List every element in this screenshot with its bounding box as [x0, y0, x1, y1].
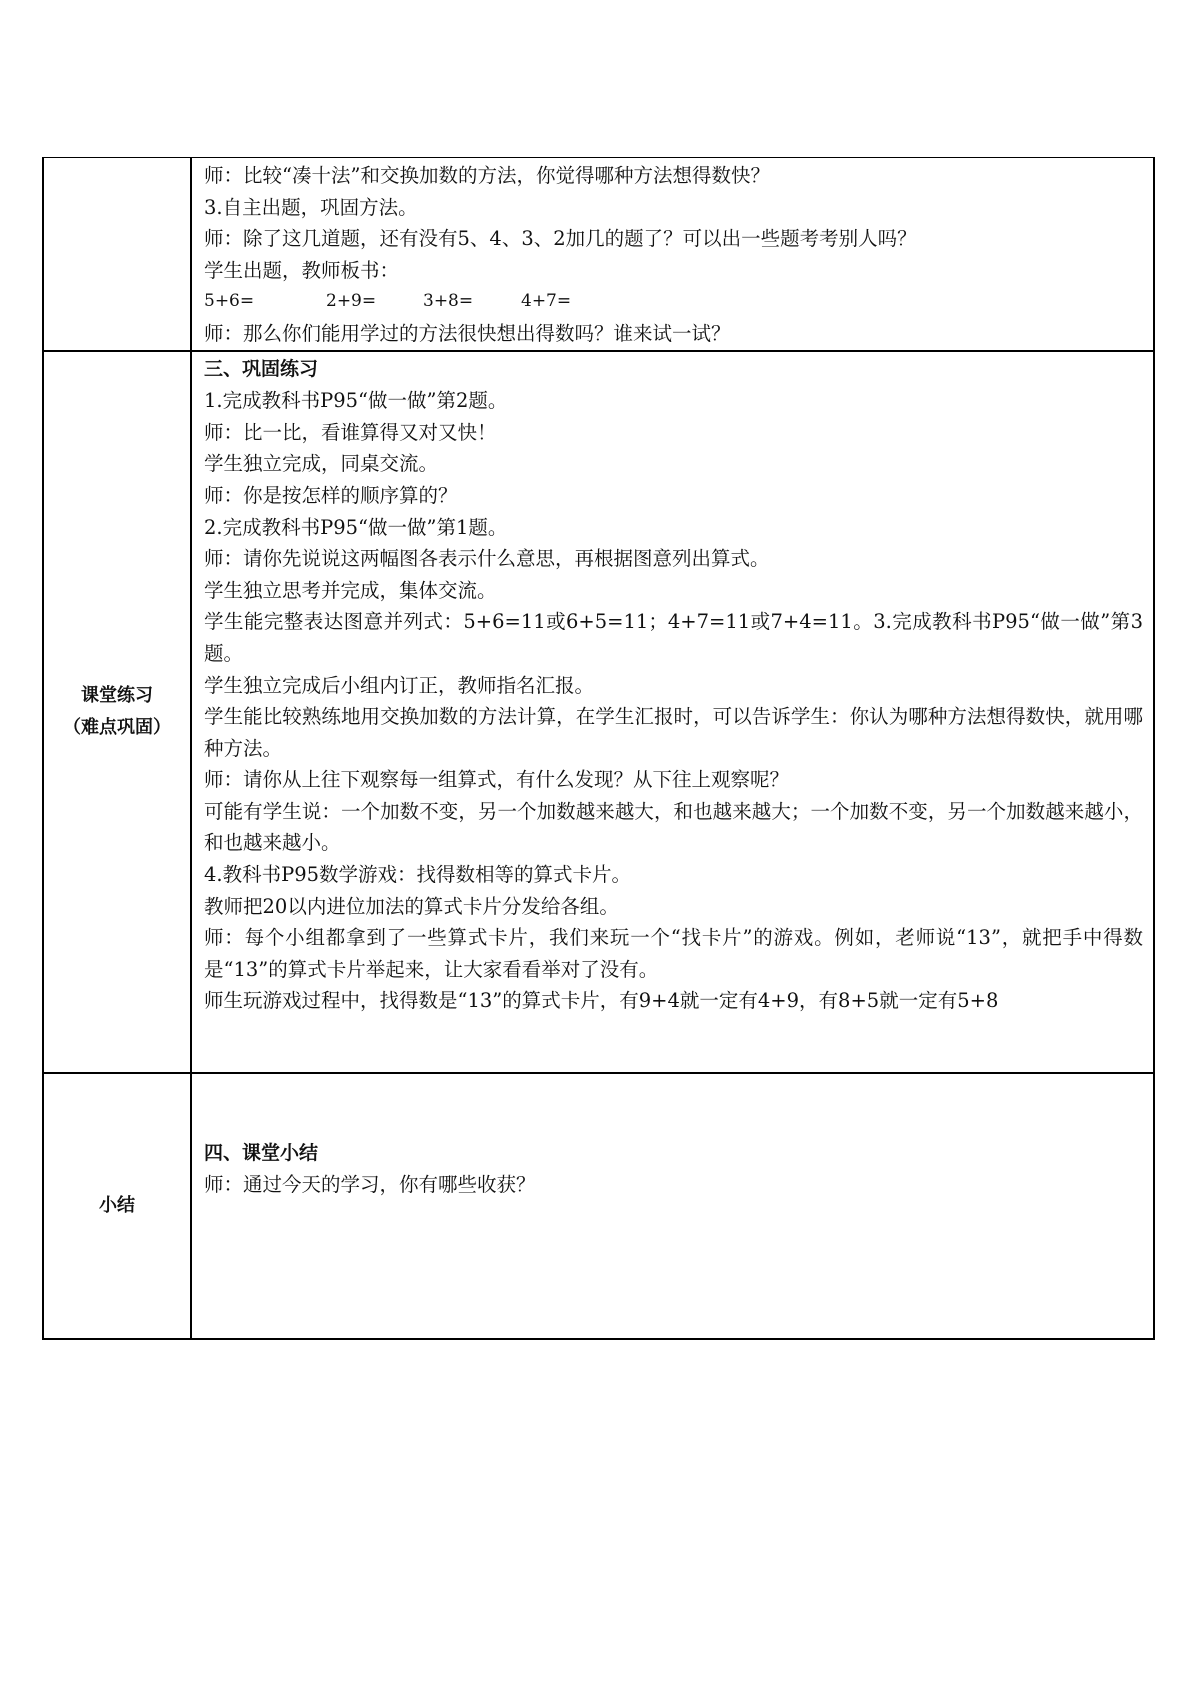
row-label-empty	[43, 158, 191, 351]
paragraph: 可能有学生说：一个加数不变，另一个加数越来越大，和也越来越大；一个加数不变，另一个加数越来越小，和也越来越小。	[204, 799, 1143, 855]
paragraph: 4.教科书P95数学游戏：找得数相等的算式卡片。	[204, 863, 632, 887]
paragraph: 师：请你从上往下观察每一组算式，有什么发现？从下往上观察呢？	[204, 768, 790, 792]
text-line: 3.自主出题，巩固方法。	[204, 195, 418, 219]
formula-item: 4+7=	[521, 291, 572, 312]
section-heading: 三、巩固练习	[204, 357, 319, 380]
text-line: 师：比较“凑十法”和交换加数的方法，你觉得哪种方法想得数快？	[204, 164, 770, 187]
text-line: 学生出题，教师板书：	[204, 258, 400, 282]
row-label-line: （难点巩固）	[63, 716, 171, 738]
text-line: 师：那么你们能用学过的方法很快想出得数吗？谁来试一试？	[204, 321, 731, 345]
row-label-line: 课堂练习	[81, 684, 153, 706]
paragraph: 学生能比较熟练地用交换加数的方法计算，在学生汇报时，可以告诉学生：你认为哪种方法想得数快，就用哪种方法。	[204, 705, 1143, 760]
paragraph: 师：比一比，看谁算得又对又快！	[204, 420, 497, 444]
paragraph: 师：通过今天的学习，你有哪些收获？	[204, 1173, 536, 1197]
row-content	[191, 351, 1154, 1073]
paragraph: 2.完成教科书P95“做一做”第1题。	[204, 515, 508, 539]
row-content	[191, 1073, 1154, 1339]
paragraph: 1.完成教科书P95“做一做”第2题。	[204, 389, 508, 413]
section-heading: 四、课堂小结	[204, 1141, 319, 1164]
lesson-plan-table	[42, 157, 1155, 1340]
formula-list	[204, 286, 1143, 318]
paragraph: 师：请你先说说这两幅图各表示什么意思，再根据图意列出算式。	[204, 547, 770, 571]
row-content	[191, 158, 1154, 351]
paragraph: 师生玩游戏过程中，找得数是“13”的算式卡片，有9+4就一定有4+9，有8+5就一定有5+8	[204, 989, 999, 1013]
formula-item: 5+6=	[204, 291, 255, 312]
formula-item: 2+9=	[326, 291, 377, 312]
row-label-summary	[43, 1073, 191, 1339]
row-label-line: 小结	[99, 1194, 135, 1216]
paragraph: 师：你是按怎样的顺序算的？	[204, 483, 458, 507]
table-row-method-consolidation	[43, 158, 1154, 351]
paragraph: 学生独立思考并完成，集体交流。	[204, 578, 497, 602]
paragraph: 学生能完整表达图意并列式：5+6=11或6+5=11；4+7=11或7+4=11。3.完成教科书P95“做一做”第3题。	[204, 610, 1143, 665]
paragraph: 教师把20以内进位加法的算式卡片分发给各组。	[204, 894, 619, 918]
text-line: 师：除了这几道题，还有没有5、4、3、2加几的题了？可以出一些题考考别人吗？	[204, 227, 917, 251]
paragraph: 学生独立完成后小组内订正，教师指名汇报。	[204, 673, 595, 697]
formula-item: 3+8=	[423, 291, 474, 312]
table-row-summary	[43, 1073, 1154, 1339]
paragraph: 学生独立完成，同桌交流。	[204, 452, 439, 476]
row-label-class-practice	[43, 351, 191, 1073]
paragraph: 师：每个小组都拿到了一些算式卡片，我们来玩一个“找卡片”的游戏。例如，老师说“13”，就把手中得数是“13”的算式卡片举起来，让大家看看举对了没有。	[204, 926, 1143, 981]
table-row-class-practice	[43, 351, 1154, 1073]
